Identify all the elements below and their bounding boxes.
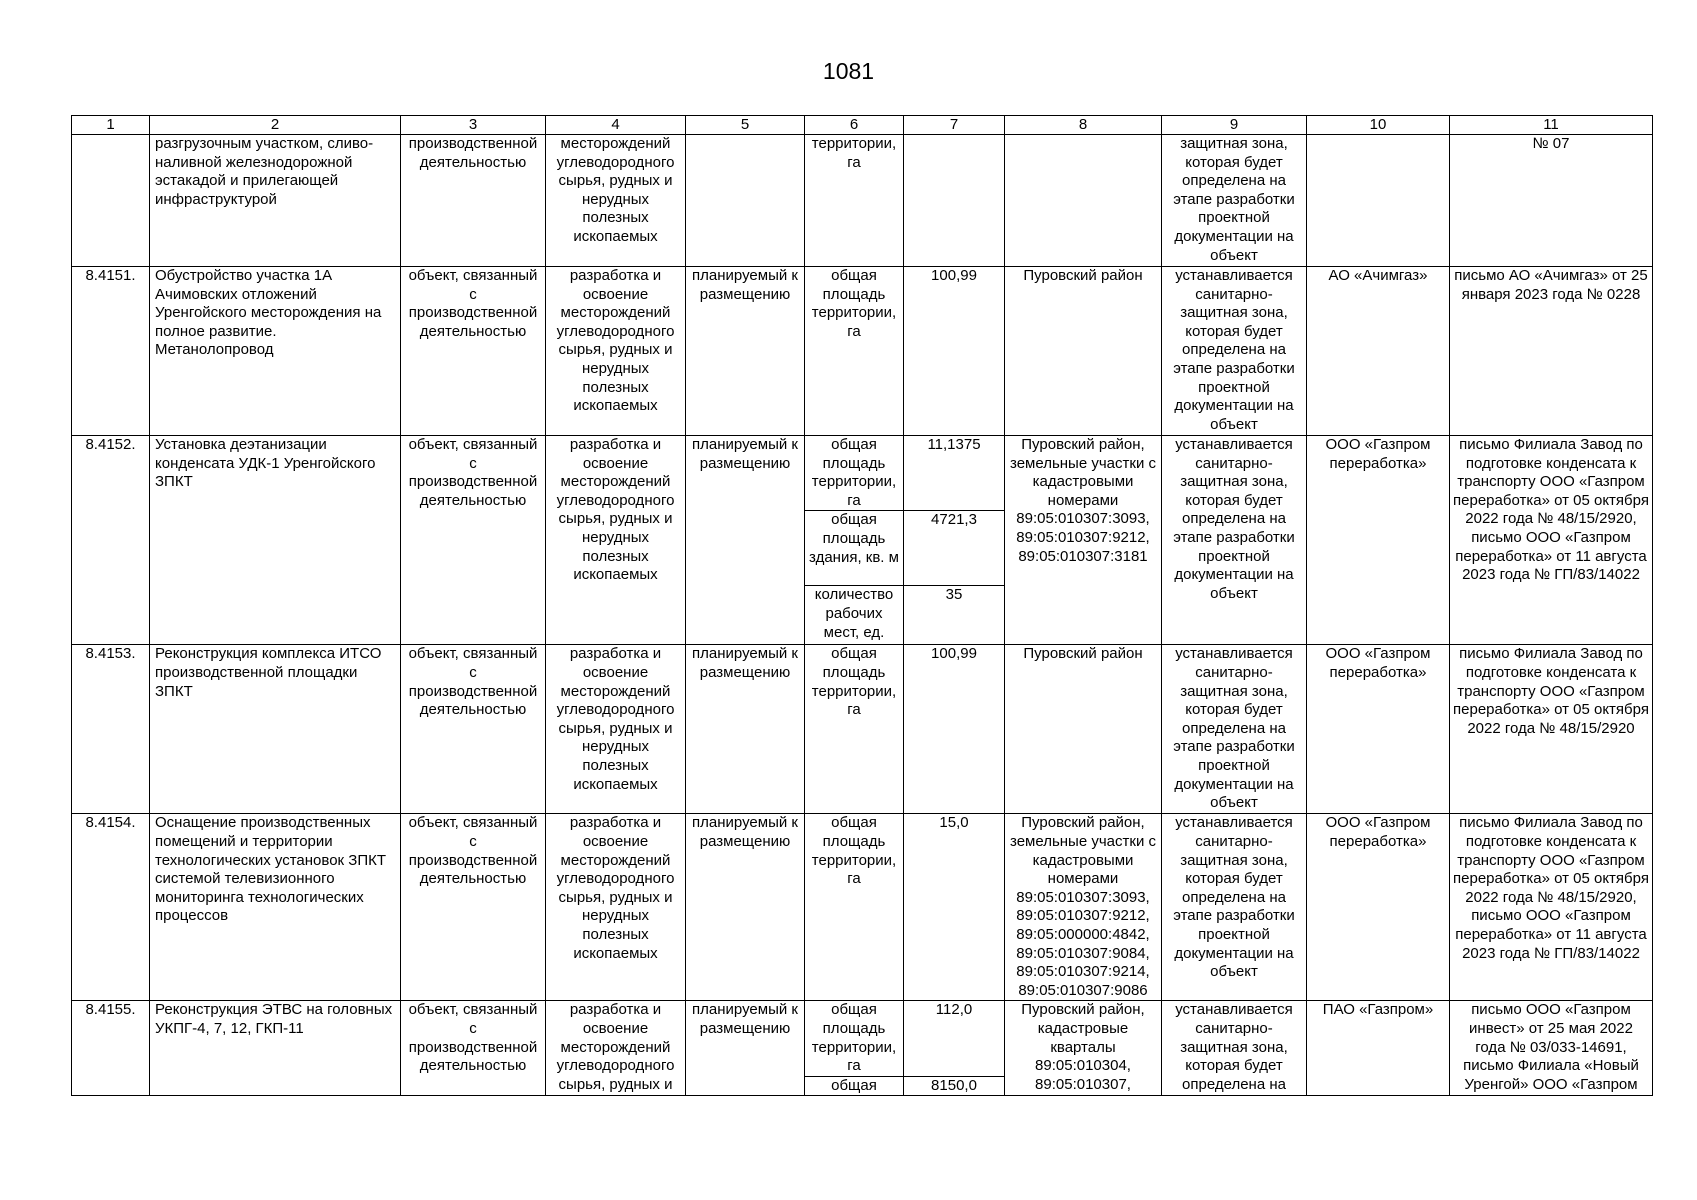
cell-value: 15,0	[904, 814, 1005, 1001]
cell-zone: устанавливается санитарно-защитная зона, которая будет определена на	[1162, 1001, 1307, 1096]
cell-param: общая площадь здания, кв. м	[805, 511, 904, 586]
cell-name: Обустройство участка 1А Ачимовских отложений Уренгойского месторождения на полное развитие. Метанолопровод	[150, 267, 401, 436]
cell-type: производственной деятельностью	[401, 135, 546, 267]
cell-param: общая	[805, 1076, 904, 1096]
cell-basis: письмо Филиала Завод по подготовке конденсата к транспорту ООО «Газпром переработка» от 05 октября 2022 года № 48/15/2920	[1450, 645, 1653, 814]
cell-zone: устанавливается санитарно-защитная зона, которая будет определена на этапе разработки проектной документации на объект	[1162, 814, 1307, 1001]
cell-zone: устанавливается санитарно-защитная зона, которая будет определена на этапе разработки проектной документации на объект	[1162, 267, 1307, 436]
cell-location: Пуровский район, земельные участки с кадастровыми номерами 89:05:010307:3093, 89:05:010307:9212, 89:05:000000:4842, 89:05:010307:9084, 89:05:010307:9214, 89:05:010307:9086	[1005, 814, 1162, 1001]
cell-location: Пуровский район	[1005, 267, 1162, 436]
cell-param: количество рабочих мест, ед.	[805, 586, 904, 645]
cell-location: Пуровский район, земельные участки с кадастровыми номерами 89:05:010307:3093, 89:05:010307:9212, 89:05:010307:3181	[1005, 436, 1162, 645]
cell-status	[686, 135, 805, 267]
table-row	[72, 1001, 1653, 1076]
cell-name: разгрузочным участком, сливо-наливной железнодорожной эстакадой и прилегающей инфраструктурой	[150, 135, 401, 267]
col-header: 10	[1307, 116, 1450, 135]
cell-value	[904, 135, 1005, 267]
cell-param: общая площадь территории, га	[805, 645, 904, 814]
cell-value: 8150,0	[904, 1076, 1005, 1096]
cell-name: Реконструкция комплекса ИТСО производственной площадки ЗПКТ	[150, 645, 401, 814]
cell-name: Оснащение производственных помещений и территории технологических установок ЗПКТ системой телевизионного мониторинга технологических процессов	[150, 814, 401, 1001]
cell-value: 4721,3	[904, 511, 1005, 586]
cell-purpose: разработка и освоение месторождений углеводородного сырья, рудных и нерудных полезных ископаемых	[546, 645, 686, 814]
cell-purpose: месторождений углеводородного сырья, рудных и нерудных полезных ископаемых	[546, 135, 686, 267]
cell-param: общая площадь территории, га	[805, 814, 904, 1001]
table-row	[72, 814, 1653, 1001]
cell-basis: письмо Филиала Завод по подготовке конденсата к транспорту ООО «Газпром переработка» от 05 октября 2022 года № 48/15/2920, письмо ООО «Газпром переработка» от 11 августа 2023 года № ГП/83/14022	[1450, 436, 1653, 645]
cell-type: объект, связанный с производственной деятельностью	[401, 645, 546, 814]
cell-zone: устанавливается санитарно-защитная зона, которая будет определена на этапе разработки проектной документации на объект	[1162, 436, 1307, 645]
cell-basis: письмо АО «Ачимгаз» от 25 января 2023 года № 0228	[1450, 267, 1653, 436]
cell-status: планируемый к размещению	[686, 645, 805, 814]
cell-owner: ООО «Газпром переработка»	[1307, 645, 1450, 814]
cell-status: планируемый к размещению	[686, 436, 805, 645]
cell-basis: письмо ООО «Газпром инвест» от 25 мая 2022 года № 03/033-14691, письмо Филиала «Новый Уренгой» ООО «Газпром	[1450, 1001, 1653, 1096]
cell-param: общая площадь территории, га	[805, 267, 904, 436]
cell-value: 11,1375	[904, 436, 1005, 511]
cell-param: общая площадь территории, га	[805, 1001, 904, 1076]
cell-purpose: разработка и освоение месторождений углеводородного сырья, рудных и нерудных полезных ископаемых	[546, 436, 686, 645]
cell-status: планируемый к размещению	[686, 1001, 805, 1096]
col-header: 11	[1450, 116, 1653, 135]
cell-num: 8.4154.	[72, 814, 150, 1001]
cell-basis: письмо Филиала Завод по подготовке конденсата к транспорту ООО «Газпром переработка» от 05 октября 2022 года № 48/15/2920, письмо ООО «Газпром переработка» от 11 августа 2023 года № ГП/83/14022	[1450, 814, 1653, 1001]
col-header: 9	[1162, 116, 1307, 135]
cell-value: 35	[904, 586, 1005, 645]
cell-type: объект, связанный с производственной деятельностью	[401, 814, 546, 1001]
col-header: 4	[546, 116, 686, 135]
cell-owner: ООО «Газпром переработка»	[1307, 814, 1450, 1001]
cell-status: планируемый к размещению	[686, 267, 805, 436]
cell-num	[72, 135, 150, 267]
col-header: 7	[904, 116, 1005, 135]
col-header: 5	[686, 116, 805, 135]
page-number: 1081	[822, 58, 875, 84]
cell-num: 8.4153.	[72, 645, 150, 814]
col-header: 8	[1005, 116, 1162, 135]
cell-type: объект, связанный с производственной деятельностью	[401, 267, 546, 436]
cell-name: Установка деэтанизации конденсата УДК-1 Уренгойского ЗПКТ	[150, 436, 401, 645]
cell-param: общая площадь территории, га	[805, 436, 904, 511]
table-row	[72, 267, 1653, 436]
table-row	[72, 436, 1653, 511]
cell-zone: устанавливается санитарно-защитная зона, которая будет определена на этапе разработки проектной документации на объект	[1162, 645, 1307, 814]
cell-owner: ООО «Газпром переработка»	[1307, 436, 1450, 645]
cell-zone: защитная зона, которая будет определена на этапе разработки проектной документации на объект	[1162, 135, 1307, 267]
cell-owner	[1307, 135, 1450, 267]
cell-purpose: разработка и освоение месторождений углеводородного сырья, рудных и нерудных полезных ископаемых	[546, 267, 686, 436]
cell-purpose: разработка и освоение месторождений углеводородного сырья, рудных и	[546, 1001, 686, 1096]
header-row	[72, 116, 1653, 135]
cell-location: Пуровский район, кадастровые кварталы 89:05:010304, 89:05:010307,	[1005, 1001, 1162, 1096]
cell-num: 8.4152.	[72, 436, 150, 645]
cell-basis: № 07	[1450, 135, 1653, 267]
cell-value: 100,99	[904, 645, 1005, 814]
cell-type: объект, связанный с производственной деятельностью	[401, 436, 546, 645]
col-header: 3	[401, 116, 546, 135]
cell-num: 8.4155.	[72, 1001, 150, 1096]
cell-purpose: разработка и освоение месторождений углеводородного сырья, рудных и нерудных полезных ископаемых	[546, 814, 686, 1001]
col-header: 2	[150, 116, 401, 135]
col-header: 1	[72, 116, 150, 135]
cell-location: Пуровский район	[1005, 645, 1162, 814]
cell-type: объект, связанный с производственной деятельностью	[401, 1001, 546, 1096]
cell-value: 100,99	[904, 267, 1005, 436]
objects-table	[71, 115, 1653, 1096]
col-header: 6	[805, 116, 904, 135]
table-row-continuation	[72, 135, 1653, 267]
cell-param: территории, га	[805, 135, 904, 267]
cell-num: 8.4151.	[72, 267, 150, 436]
cell-value: 112,0	[904, 1001, 1005, 1076]
cell-owner: АО «Ачимгаз»	[1307, 267, 1450, 436]
cell-status: планируемый к размещению	[686, 814, 805, 1001]
cell-name: Реконструкция ЭТВС на головных УКПГ-4, 7, 12, ГКП-11	[150, 1001, 401, 1096]
cell-location	[1005, 135, 1162, 267]
cell-owner: ПАО «Газпром»	[1307, 1001, 1450, 1096]
table-row	[72, 645, 1653, 814]
